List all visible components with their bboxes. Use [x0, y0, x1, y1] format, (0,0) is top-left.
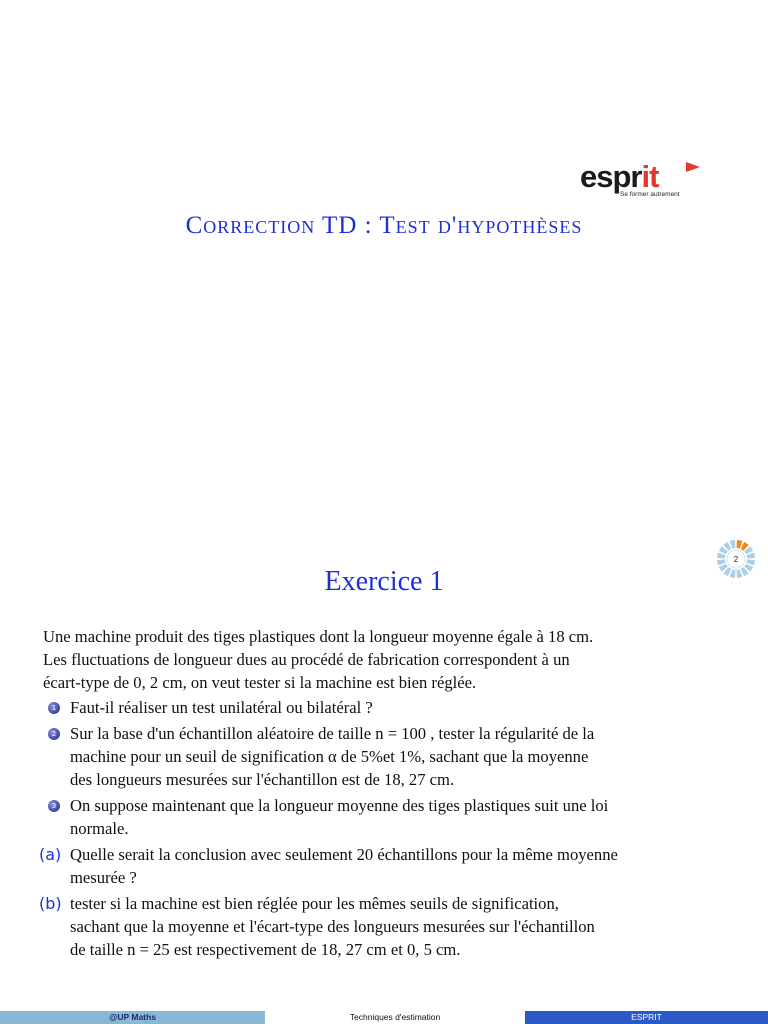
- numbered-bullet-icon: 1: [48, 702, 60, 714]
- logo-wordmark: esprit: [580, 159, 659, 194]
- logo-tagline: Se former autrement: [620, 191, 680, 198]
- esprit-logo: [580, 160, 708, 200]
- question-line: On suppose maintenant que la longueur moyenne des tiges plastiques suit une loi: [70, 796, 609, 815]
- exercise-title: Exercice 1: [324, 566, 444, 597]
- dial-segment: [746, 560, 755, 566]
- question-line: tester si la machine est bien réglée pour les mêmes seuils de signification,: [70, 894, 559, 913]
- intro-paragraph: [43, 625, 733, 694]
- numbered-bullet-icon: 3: [48, 800, 60, 812]
- exercise-content: [39, 625, 733, 964]
- question-line: sachant que la moyenne et l'écart-type des longueurs mesurées sur l'échantillon: [70, 917, 595, 936]
- progress-page-number: 2: [733, 555, 739, 564]
- question-line: Sur la base d'un échantillon aléatoire de taille n = 100 , tester la régularité de la: [70, 724, 595, 743]
- numbered-bullet-icon: 2: [48, 728, 60, 740]
- question-line: des longueurs mesurées sur l'échantillon est de 18, 27 cm.: [70, 770, 455, 789]
- dial-segment: [717, 553, 726, 559]
- question-list: [39, 696, 733, 961]
- exercise-slide: [0, 512, 768, 1024]
- subquestion-marker: (a): [39, 845, 62, 864]
- footer-institution: ESPRIT: [525, 1011, 768, 1024]
- question-item-3: [43, 794, 733, 840]
- intro-line: écart-type de 0, 2 cm, on veut tester si la machine est bien réglée.: [43, 673, 477, 692]
- question-line: de taille n = 25 est respectivement de 18, 27 cm et 0, 5 cm.: [70, 940, 461, 959]
- footer-course: Techniques d'estimation: [265, 1011, 525, 1024]
- question-line: Quelle serait la conclusion avec seulement 20 échantillons pour la même moyenne: [70, 845, 618, 864]
- dial-segment: [737, 540, 743, 549]
- dial-segment: [730, 540, 736, 549]
- footer-bar: [0, 1011, 768, 1024]
- question-line: normale.: [70, 819, 129, 838]
- intro-line: Une machine produit des tiges plastiques dont la longueur moyenne égale à 18 cm.: [43, 627, 594, 646]
- question-item-1: [43, 696, 733, 719]
- subquestion-b: [39, 892, 733, 961]
- question-item-2: [43, 722, 733, 791]
- question-line: mesurée ?: [70, 868, 137, 887]
- question-line: Faut-il réaliser un test unilatéral ou bilatéral ?: [70, 698, 373, 717]
- logo-flag-icon: [686, 162, 700, 172]
- dial-segment: [746, 553, 755, 559]
- footer-author: @UP Maths: [0, 1011, 265, 1024]
- subquestion-a: [39, 843, 733, 889]
- question-line: machine pour un seuil de signification α de 5%et 1%, sachant que la moyenne: [70, 747, 589, 766]
- dial-segment: [717, 560, 726, 566]
- subquestion-marker: (b): [39, 894, 62, 913]
- intro-line: Les fluctuations de longueur dues au procédé de fabrication correspondent à un: [43, 650, 570, 669]
- page-title: Correction TD : Test d'hypothèses: [185, 212, 583, 239]
